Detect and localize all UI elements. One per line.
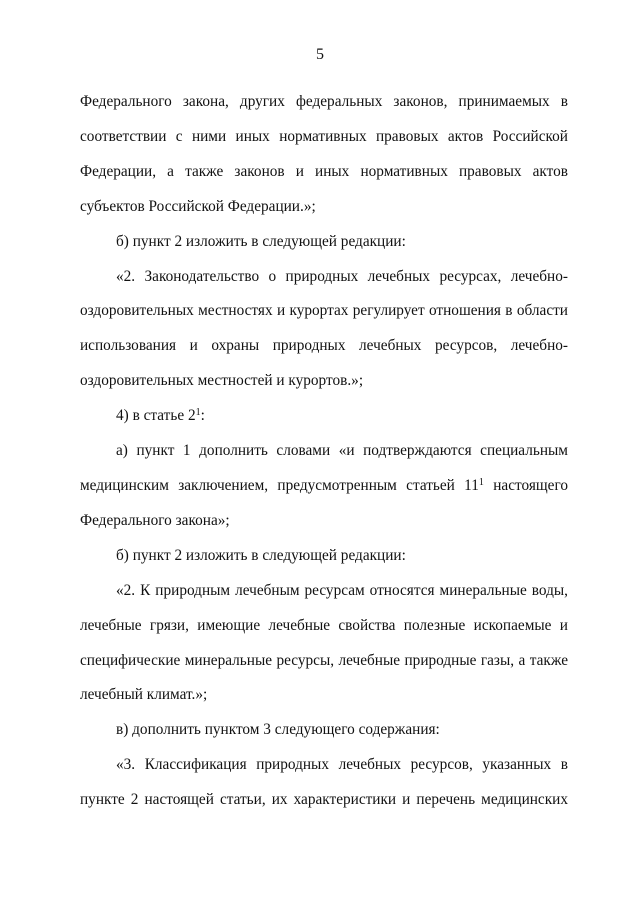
- page-number: 5: [316, 46, 324, 63]
- item-a-suffix: настоящего Федерального закона»;: [80, 476, 569, 529]
- paragraph-legislation-definition: «2. Законодательство о природных лечебных ресурсах, лечебно-оздоровительных местностях и курортах регулирует отношения в области использования и охраны природных лечебных ресурсов, лечебно-оздоровительных местностей и курортов.»;: [80, 267, 568, 390]
- document-body: [80, 85, 568, 818]
- paragraph-item-b-heading: б) пункт 2 изложить в следующей редакции:: [116, 232, 406, 250]
- paragraph-continuation: Федерального закона, других федеральных законов, принимаемых в соответствии с ними иных нормативных правовых актов Российской Федерации, а также законов и иных нормативных правовых актов субъектов Российской Федерации.»;: [80, 93, 568, 215]
- paragraph-item-v-heading: в) дополнить пунктом 3 следующего содержания:: [116, 721, 440, 739]
- paragraph-item-4-heading: [80, 399, 568, 434]
- paragraph-item-a: [80, 434, 568, 539]
- paragraph-item-b-heading-2: б) пункт 2 изложить в следующей редакции:: [116, 546, 406, 564]
- paragraph-natural-resources-list: «2. К природным лечебным ресурсам относятся минеральные воды, лечебные грязи, имеющие лечебные свойства полезные ископаемые и специфические минеральные ресурсы, лечебные природные газы, а также лечебный климат.»;: [80, 581, 568, 704]
- item-4-text: 4) в статье 2: [116, 407, 196, 425]
- item-4-suffix: :: [200, 407, 205, 425]
- paragraph-classification: «3. Классификация природных лечебных ресурсов, указанных в пункте 2 настоящей статьи, их характеристики и перечень медицинских: [80, 756, 568, 809]
- item-a-superscript: 1: [478, 476, 484, 488]
- item-4-superscript: 1: [195, 407, 201, 419]
- item-a-text: а) пункт 1 дополнить словами «и подтверждаются специальным медицинским заключением, предусмотренным статьей 11: [80, 442, 568, 494]
